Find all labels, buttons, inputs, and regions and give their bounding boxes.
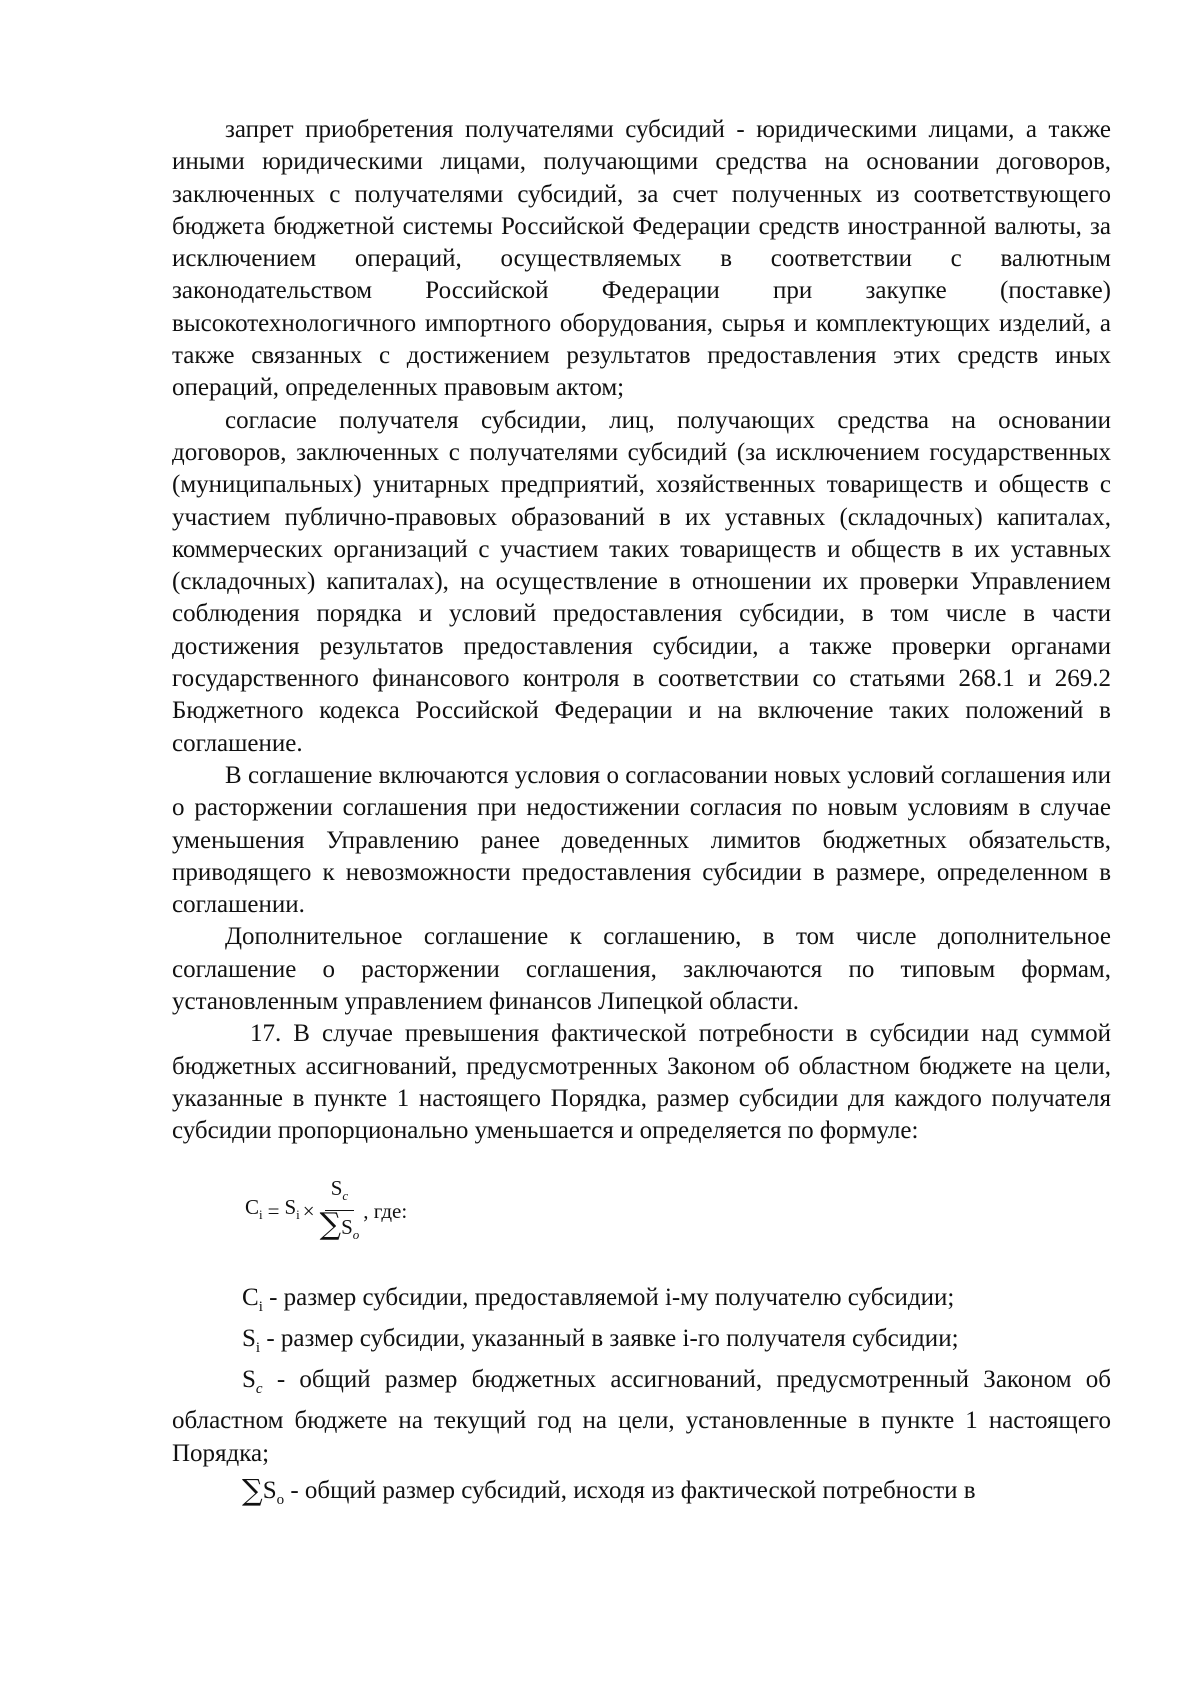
formula-lhs: $C_i$ [245, 1195, 263, 1223]
definition-ci: $C_i$ - размер субсидии, предоставляемой i-му получателю субсидии; [242, 1283, 955, 1315]
paragraph-currency-ban: запрет приобретения получателями субсидий - юридическими лицами, а также иными юридическими лицами, получающими средства на основании договоров, заключенных с получателями субсидий, за счет полученных из соответствующего бюджета бюджетной системы Российской Федерации средств иностранной валюты, за исключением операций, осуществляемых в соответствии с валютным законодательством Российской Федерации при закупке (поставке) высокотехнологичного импортного оборудования, сырья и комплектующих изделий, а также связанных с достижением результатов предоставления этих средств иных операций, определенных правовым актом; [172, 116, 1111, 402]
paragraph-agreement-terms: В соглашение включаются условия о согласовании новых условий соглашения или о расторжении соглашения при недостижении согласия по новым условиям в случае уменьшения Управлению ранее доведенных лимитов бюджетных обязательств, приводящего к невозможности предоставления субсидии в размере, определенном в соглашении. [172, 761, 1111, 919]
formula-times: × [302, 1199, 315, 1224]
formula-block [172, 1148, 1111, 1282]
definition-sc: $S_c$ - общий размер бюджетных ассигнований, предусмотренный Законом об областном бюджете на текущий год на цели, установленные в пункте 1 настоящего Порядка; [172, 1366, 1111, 1467]
paragraph-item-17: 17. В случае превышения фактической потребности в субсидии над суммой бюджетных ассигнований, предусмотренных Законом об областном бюджете на цели, указанные в пункте 1 настоящего Порядка, размер субсидии для каждого получателя субсидии пропорционально уменьшается и определяется по формуле: [172, 1020, 1111, 1145]
formula-denominator: $\sum S_o$ [319, 1206, 360, 1242]
subsidy-formula [245, 1176, 407, 1247]
paragraph-consent: согласие получателя субсидии, лиц, получающих средства на основании договоров, заключенных с получателями субсидий (за исключением государственных (муниципальных) унитарных предприятий, хозяйственных товариществ и обществ с участием публично-правовых образований в их уставных (складочных) капиталах, коммерческих организаций с участием таких товариществ и обществ в их уставных (складочных) капиталах), на осуществление в отношении их проверки Управлением соблюдения порядка и условий предоставления субсидии, в том числе в части достижения результатов предоставления субсидии, а также проверки органами государственного финансового контроля в соответствии со статьями 268.1 и 269.2 Бюджетного кодекса Российской Федерации и на включение таких положений в соглашение. [172, 406, 1111, 757]
sum-icon: ∑ [242, 1472, 263, 1507]
formula-si: $S_i$ [284, 1195, 300, 1223]
formula-equals: = [267, 1199, 280, 1224]
formula-fraction [320, 1176, 360, 1247]
definition-sum-so: $\sum S_o$ - общий размер субсидий, исходя из фактической потребности в [242, 1472, 976, 1508]
sum-icon: ∑ [319, 1206, 342, 1242]
formula-numerator: $S_c$ [325, 1176, 354, 1211]
formula-tail: , где: [363, 1199, 408, 1224]
definition-si: $S_i$ - размер субсидии, указанный в заявке i-го получателя субсидии; [242, 1324, 959, 1356]
paragraph-additional-agreement: Дополнительное соглашение к соглашению, в том числе дополнительное соглашение о расторжении соглашения, заключаются по типовым формам, установленным управлением финансов Липецкой области. [172, 923, 1111, 1016]
